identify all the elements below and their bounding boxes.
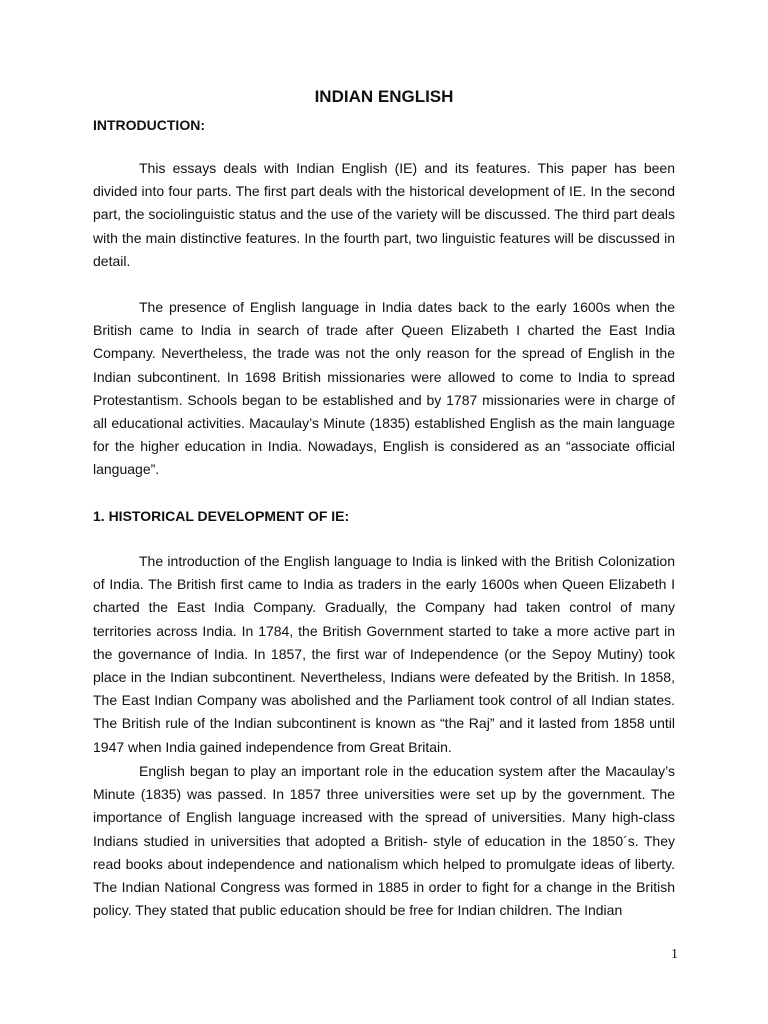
document-title: INDIAN ENGLISH bbox=[314, 87, 454, 106]
introduction-heading: INTRODUCTION: bbox=[93, 117, 205, 133]
intro-paragraph-1: This essays deals with Indian English (IE) and its features. This paper has been divided into four parts. The first part deals with the historical development of IE. In the second part, the sociolinguistic status and the use of the variety will be discussed. The third part deals with the main distinctive features. In the fourth part, two linguistic features will be discussed in detail. bbox=[93, 160, 675, 269]
section-1-paragraph-1: The introduction of the English language to India is linked with the British Colonization of India. The British first came to India as traders in the early 1600s when Queen Elizabeth I charted the East India Company. Gradually, the Company had taken control of many territories across India. In 1784, the British Government started to take a more active part in the governance of India. In 1857, the first war of Independence (or the Sepoy Mutiny) took place in the Indian subcontinent. Nevertheless, Indians were defeated by the British. In 1858, The East Indian Company was abolished and the Parliament took control of all Indian states. The British rule of the Indian subcontinent is known as “the Raj” and it lasted from 1858 until 1947 when India gained independence from Great Britain. bbox=[93, 553, 675, 755]
section-1-heading: 1. HISTORICAL DEVELOPMENT OF IE: bbox=[93, 508, 350, 524]
intro-paragraph-2: The presence of English language in India dates back to the early 1600s when the British came to India in search of trade after Queen Elizabeth I charted the East India Company. Nevertheless, the trade was not the only reason for the spread of English in the Indian subcontinent. In 1698 British missionaries were allowed to come to India to spread Protestantism. Schools began to be established and by 1787 missionaries were in charge of all educational activities. Macaulay’s Minute (1835) established English as the main language for the higher education in India. Nowadays, English is considered as an “associate official language”. bbox=[93, 299, 675, 478]
section-1-paragraph-2: English began to play an important role in the education system after the Macaulay’s Minute (1835) was passed. In 1857 three universities were set up by the government. The importance of English language increased with the spread of universities. Many high-class Indians studied in universities that adopted a British- style of education in the 1850´s. They read books about independence and nationalism which helped to promulgate ideas of liberty. The Indian National Congress was formed in 1885 in order to fight for a change in the British policy. They stated that public education should be free for Indian children. The Indian bbox=[93, 763, 675, 919]
page-number: 1 bbox=[671, 947, 678, 962]
